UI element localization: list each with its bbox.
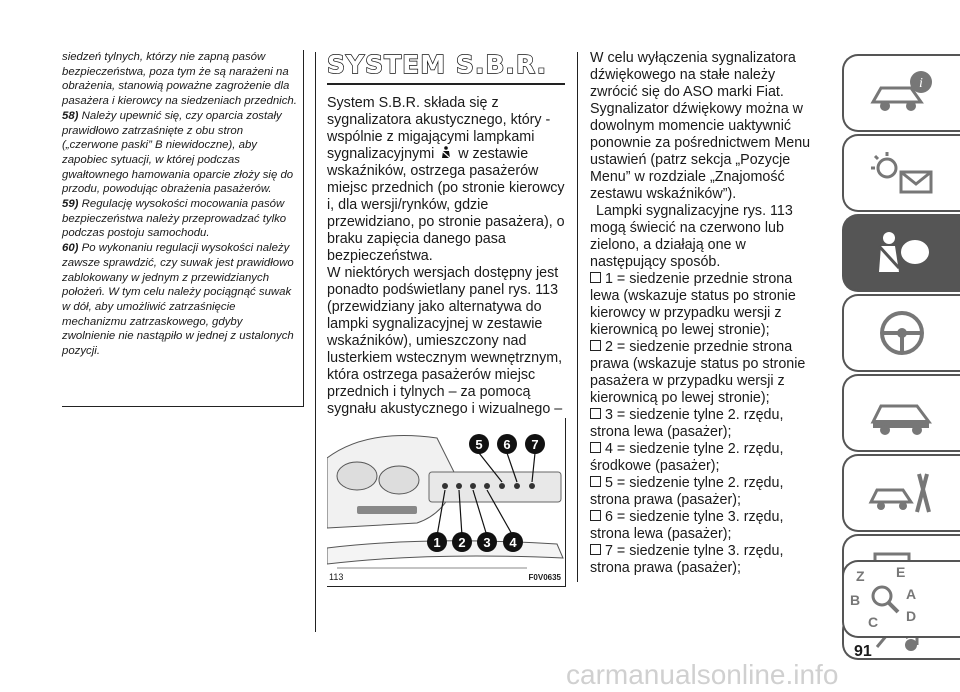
list-item: 6 = siedzenie tylne 3. rzędu, strona lewa (pasażer);	[590, 509, 784, 542]
callout-4: 4	[509, 535, 517, 550]
paragraph-2: W niektórych wersjach dostępny jest ponadto podświetlany panel rys. 113 (przewidziany jako alternatywa do lampki sygnalizacyjnej w zestawie wskaźników), umieszczony nad lusterkiem wstecznym wewnętrznym, która ostrzega pasażerów miejsc przednich i tylnych – za pomocą sygnału akustycznego i wizualnego –	[327, 265, 563, 417]
overhead-panel-illustration	[327, 418, 565, 586]
column-divider	[577, 52, 578, 582]
index-letter: E	[896, 564, 906, 580]
warning-58	[62, 109, 297, 197]
paragraph-4: Sygnalizator dźwiękowy można w dowolnym momencie uaktywnić ponownie za pośrednictwem Menu ustawień (patrz sekcja „Pozycje Menu” w rozdziale „Znajomość zestawu wskaźników”).	[590, 101, 811, 202]
index-letter: A	[906, 586, 917, 602]
paragraph-1-end: w zestawie wskaźników, ostrzega pasażerów miejsc przednich (po stronie kierowcy i, dla wersji/rynków, gdzie przewidziano, po stronie pasażera), o braku zapięcia danego pasa bezpieczeństwa.	[327, 146, 565, 264]
warnings-column	[62, 50, 304, 407]
callout-3: 3	[483, 535, 491, 550]
page-number: 91	[854, 643, 872, 660]
title-rule	[327, 83, 565, 85]
tab-safety[interactable]	[842, 214, 960, 292]
bullet-icon	[590, 408, 601, 419]
magnifier-icon	[868, 582, 902, 616]
figure-113	[327, 418, 566, 587]
index-letter: C	[868, 614, 879, 630]
figure-code: F0V0635	[528, 573, 561, 582]
list-item: 4 = siedzenie tylne 2. rzędu, środkowe (pasażer);	[590, 441, 784, 474]
tab-info-car[interactable]	[842, 54, 960, 132]
callout-7: 7	[531, 437, 539, 452]
tab-index[interactable]	[842, 560, 960, 638]
watermark: carmanualsonline.info	[566, 659, 839, 690]
bullet-icon	[590, 476, 601, 487]
warning-number: 60)	[62, 242, 79, 255]
bullet-icon	[590, 272, 601, 283]
callout-6: 6	[503, 437, 511, 452]
callout-1: 1	[433, 535, 441, 550]
sbr-column	[327, 50, 565, 452]
figure-number: 113	[329, 572, 344, 582]
bullet-icon	[590, 340, 601, 351]
list-item: 7 = siedzenie tylne 3. rzędu, strona prawa (pasażer);	[590, 543, 784, 576]
warning-text: Regulację wysokości mocowania pasów bezpieczeństwa należy przeprowadzać tylko podczas postoju samochodu.	[62, 198, 287, 240]
info-car-icon	[867, 68, 937, 118]
list-item: 2 = siedzenie przednie strona prawa (wskazuje status po stronie pasażera w przypadku wersji z kierownicą po lewej stronie);	[590, 339, 806, 406]
warning-59	[62, 197, 297, 241]
list-item: 1 = siedzenie przednie strona lewa (wskazuje status po stronie kierowcy w przypadku wersji z kierownicą po lewej stronie);	[590, 271, 796, 338]
paragraph-1	[327, 95, 565, 265]
index-letter: Z	[856, 568, 865, 584]
tab-maintenance[interactable]	[842, 454, 960, 532]
steering-wheel-icon	[867, 308, 937, 358]
bullet-icon	[590, 510, 601, 521]
callout-5: 5	[475, 437, 483, 452]
airbag-seat-icon	[867, 228, 937, 278]
section-title: SYSTEM S.B.R.	[327, 50, 548, 79]
car-tools-icon	[867, 468, 937, 518]
seatbelt-warning-icon	[440, 146, 452, 160]
tab-emergency[interactable]	[842, 374, 960, 452]
warning-text: Po wykonaniu regulacji wysokości należy zawsze sprawdzić, czy suwak jest prawidłowo zablokowany w jednym z przewidzianych położeń. W tym celu należy pociągnąć suwak w dół, aby umożliwić zatrzaśnięcie mechanizmu zatrzaskowego, gdyby zwolnienie nie nastąpiło w jednej z ustalonych pozycji.	[62, 242, 294, 358]
lamp-list	[590, 271, 822, 577]
list-item: 3 = siedzenie tylne 2. rzędu, strona lewa (pasażer);	[590, 407, 784, 440]
bullet-icon	[590, 442, 601, 453]
paragraph-5: Lampki sygnalizacyjne rys. 113 mogą świecić na czerwono lub zielono, a działają one w następujący sposób.	[590, 203, 793, 270]
index-letter: B	[850, 592, 861, 608]
paragraph-3: W celu wyłączenia sygnalizatora dźwiękowego na stałe należy zwrócić się do ASO marki Fiat.	[590, 50, 796, 100]
warning-intro: siedzeń tylnych, którzy nie zapną pasów bezpieczeństwa, poza tym że są narażeni na obrażenia, stanowią poważne zagrożenie dla pasażera i kierowcy na siedzeniach przednich.	[62, 51, 297, 108]
list-item: 5 = siedzenie tylne 2. rzędu, strona prawa (pasażer);	[590, 475, 784, 508]
svg-text:i: i	[919, 76, 923, 91]
tab-lights-messages[interactable]	[842, 134, 960, 212]
car-icon	[867, 388, 937, 438]
warning-number: 59)	[62, 198, 79, 211]
paragraph-1-start: System S.B.R. składa się z sygnalizatora akustycznego, który - wspólnie z migającymi lampkami sygnalizacyjnymi	[327, 95, 551, 162]
sun-envelope-icon	[867, 148, 937, 198]
bullet-icon	[590, 544, 601, 555]
warning-text: Należy upewnić się, czy oparcia zostały prawidłowo zatrzaśnięte z obu stron („czerwone paski” B niewidoczne), aby zapobiec sytuacji, w której podczas gwałtownego hamowania oparcie złoży się do przodu, powodując obrażenia pasażerów.	[62, 109, 294, 196]
lamps-column	[590, 50, 822, 577]
tab-starting-driving[interactable]	[842, 294, 960, 372]
warning-number: 58)	[62, 109, 79, 122]
index-letter: D	[906, 608, 917, 624]
warning-60	[62, 241, 297, 359]
column-divider	[315, 52, 316, 632]
callout-2: 2	[458, 535, 466, 550]
